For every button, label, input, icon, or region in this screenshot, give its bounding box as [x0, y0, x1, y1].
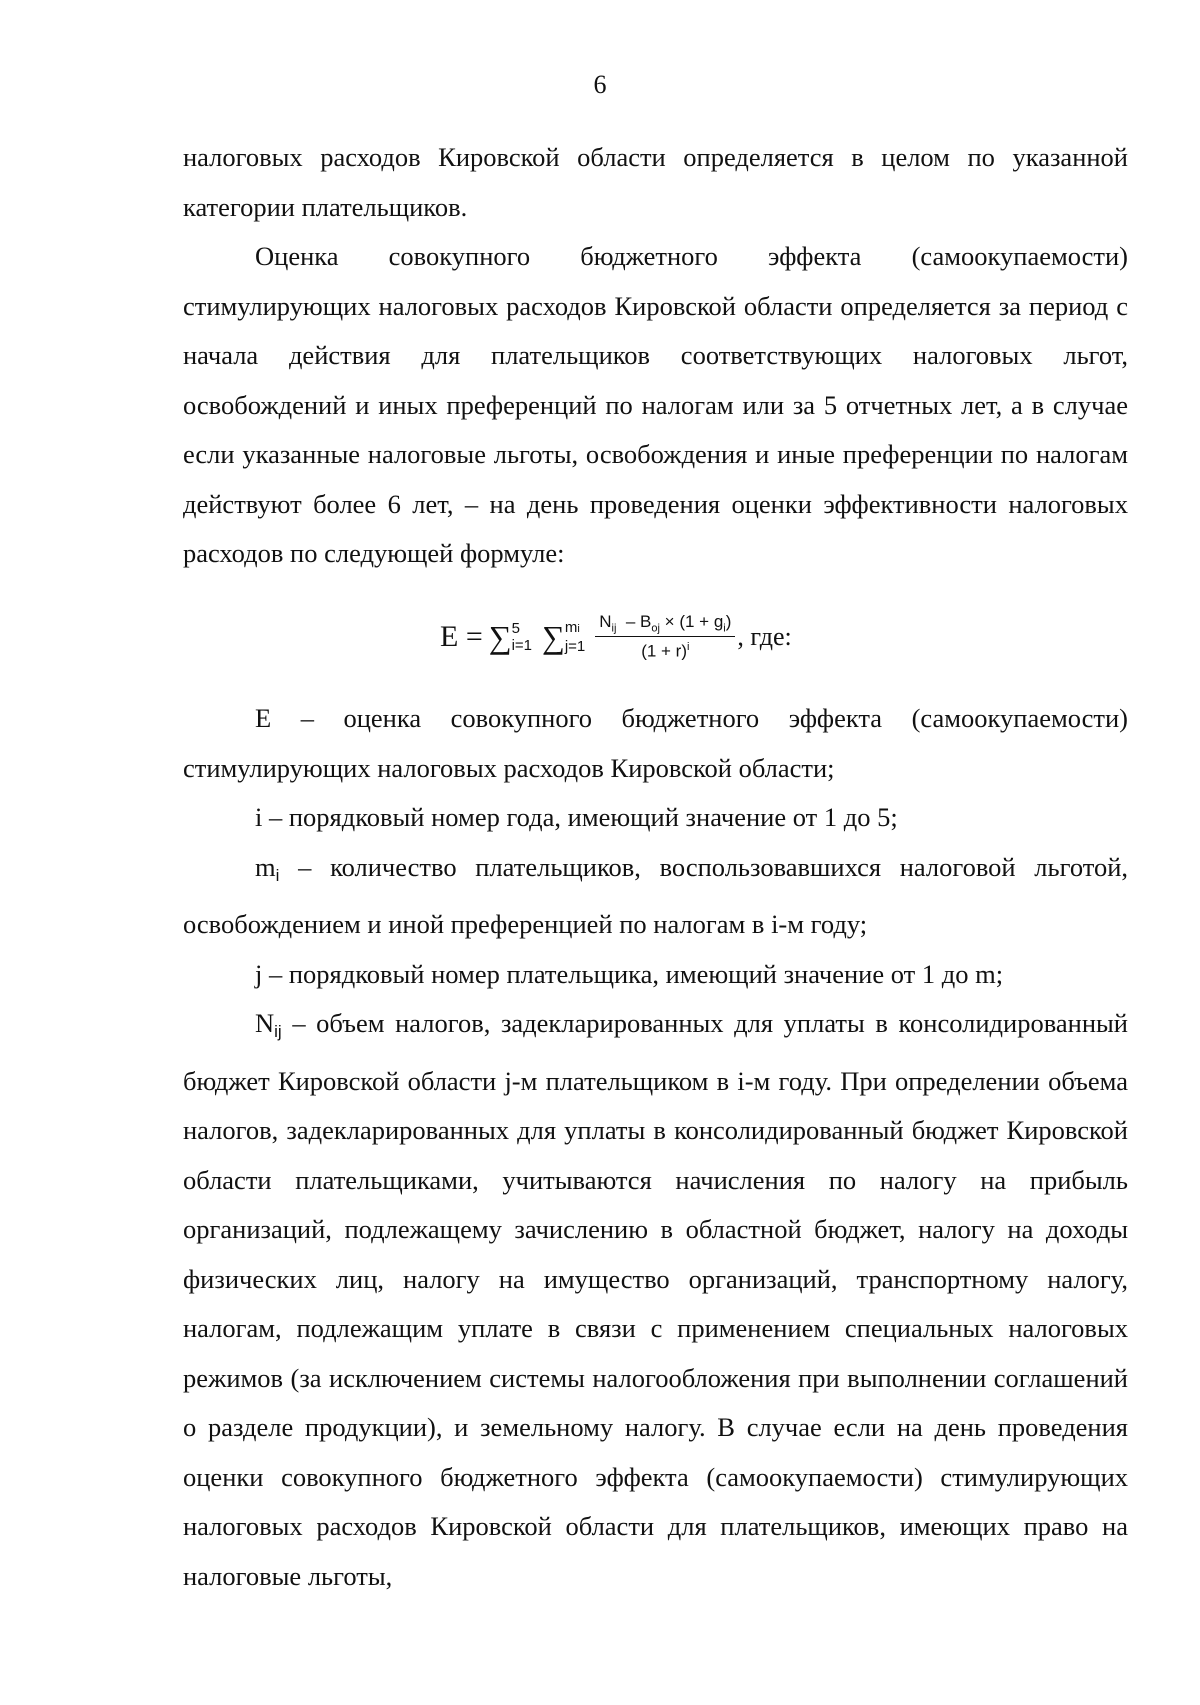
sum-inner-upper: mi — [564, 619, 580, 637]
formula-fraction — [595, 612, 735, 662]
paragraph-continued — [183, 133, 1128, 232]
formula-suffix: , где: — [737, 622, 792, 652]
paragraph-assessment — [183, 232, 1128, 579]
sum-inner-limits — [565, 619, 585, 655]
page-number: 6 — [593, 70, 607, 99]
definitions — [183, 694, 1128, 1601]
paragraph-text: Оценка совокупного бюджетного эффекта (самоокупаемости) стимулирующих налоговых расходов Кировской области определяется за период с начала действия для плательщиков соответствующих налоговых льгот, освобождений и иных преференций по налогам или за 5 отчетных лет, а в случае если указанные налоговые льготы, освобождения и иные преференции по налогам действуют более 6 лет, – на день проведения оценки эффективности налоговых расходов по следующей формуле: — [183, 241, 1128, 568]
sum-outer-lower: i=1 — [511, 637, 532, 655]
definition-e: E – оценка совокупного бюджетного эффекта (самоокупаемости) стимулирующих налоговых расходов Кировской области; — [183, 703, 1128, 783]
sum-inner-lower: j=1 — [564, 638, 586, 656]
sum-outer-upper: 5 — [511, 620, 520, 638]
definition-m: mi – количество плательщиков, воспользовавшихся налоговой льготой, освобождением и иной преференцией по налогам в i-м году; — [183, 851, 1129, 939]
definition-n: Nij – объем налогов, задекларированных для уплаты в консолидированный бюджет Кировской области j-м плательщиком в i-м году. При определении объема налогов, задекларированных для уплаты в консолидированный бюджет Кировской области плательщиками, учитываются начисления по налогу на прибыль организаций, подлежащему зачислению в областной бюджет, налогу на доходы физических лиц, налогу на имущество организаций, транспортному налогу, налогам, подлежащим уплате в связи с применением специальных налоговых режимов (за исключением системы налогообложения при выполнении соглашений о разделе продукции), и земельному налогу. В случае если на день проведения оценки совокупного бюджетного эффекта (самоокупаемости) стимулирующих налоговых расходов Кировской области для плательщиков, имеющих право на налоговые льготы, — [183, 1008, 1128, 1591]
definition-i: i – порядковый номер года, имеющий значение от 1 до 5; — [255, 802, 898, 832]
formula — [440, 612, 792, 662]
formula-lhs: E = — [440, 620, 483, 654]
sum-sign-inner: ∑ — [542, 618, 565, 655]
fraction-numerator: $N_{ij} - B_{oj} \times (1 + g_i)$ — [595, 612, 735, 637]
definition-j: j – порядковый номер плательщика, имеющий значение от 1 до m; — [255, 958, 1004, 989]
sum-sign-outer: ∑ — [488, 618, 512, 655]
sum-outer-limits — [512, 620, 532, 654]
paragraph-text: налоговых расходов Кировской области определяется в целом по указанной категории плательщиков. — [183, 142, 1128, 222]
fraction-denominator: $(1 + r)^i$ — [641, 641, 690, 662]
